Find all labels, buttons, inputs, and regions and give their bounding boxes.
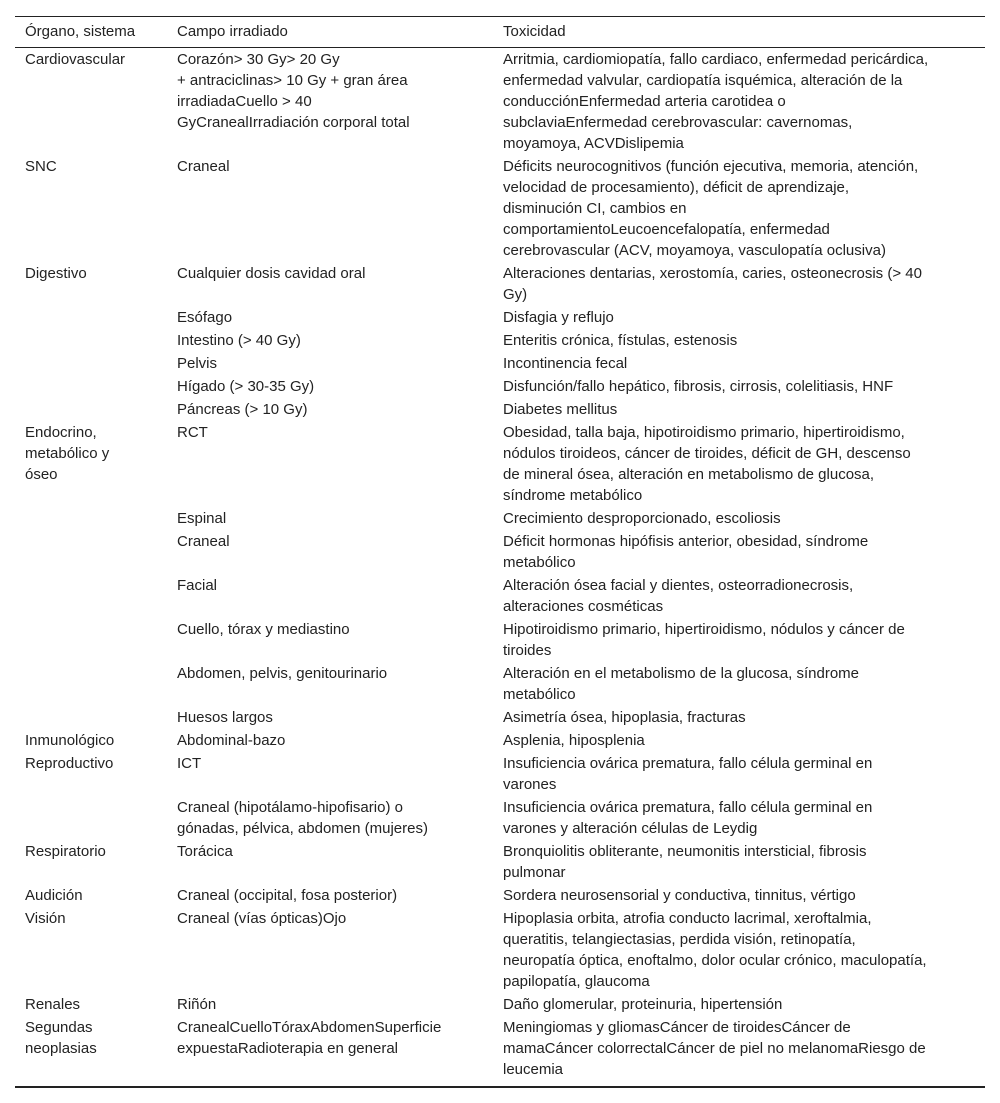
field-cell: Riñón	[177, 996, 217, 1013]
field-cell: Craneal (hipotálamo-hipofisario) o gónadas, pélvica, abdomen (mujeres)	[177, 799, 428, 837]
field-cell: Intestino (> 40 Gy)	[177, 332, 301, 349]
field-cell: Abdominal-bazo	[177, 732, 286, 749]
table-row	[15, 993, 985, 1016]
field-cell: RCT	[177, 424, 208, 441]
table-row	[15, 306, 985, 329]
organ-cell	[15, 507, 167, 530]
table-row	[15, 398, 985, 421]
toxicity-cell: Arritmia, cardiomiopatía, fallo cardiaco, enfermedad pericárdica, enfermedad valvular, cardiopatía isquémica, alteración de la conducciónEnfermedad arteria carotidea o subclaviaEnfermedad cerebrovascular: cavernomas, moyamoya, ACVDislipemia	[503, 51, 929, 152]
table-row	[15, 530, 985, 574]
field-cell: Craneal	[177, 158, 230, 175]
organ-cell: Segundas neoplasias	[25, 1019, 97, 1057]
organ-cell: Visión	[25, 910, 66, 927]
organ-cell	[15, 530, 167, 574]
organ-cell: Audición	[25, 887, 83, 904]
field-cell: Craneal (vías ópticas)Ojo	[177, 910, 347, 927]
toxicity-cell: Asimetría ósea, hipoplasia, fracturas	[503, 709, 746, 726]
header-organ: Órgano, sistema	[25, 23, 136, 40]
field-cell: Corazón> 30 Gy> 20 Gy + antraciclinas> 10 Gy + gran área irradiadaCuello > 40 GyCranealIrradiación corporal total	[177, 51, 410, 131]
table-row	[15, 662, 985, 706]
radiotherapy-toxicity-table	[15, 16, 985, 1088]
organ-cell	[15, 618, 167, 662]
table-row	[15, 618, 985, 662]
field-cell: Espinal	[177, 510, 227, 527]
toxicity-cell: Bronquiolitis obliterante, neumonitis intersticial, fibrosis pulmonar	[503, 843, 867, 881]
field-cell: Hígado (> 30-35 Gy)	[177, 378, 315, 395]
table-row	[15, 48, 985, 156]
table-row	[15, 352, 985, 375]
field-cell: Abdomen, pelvis, genitourinario	[177, 665, 388, 682]
field-cell: CranealCuelloTóraxAbdomenSuperficie expuestaRadioterapia en general	[177, 1019, 442, 1057]
table-row	[15, 729, 985, 752]
table-row	[15, 155, 985, 262]
table-body	[15, 48, 985, 1088]
table-row	[15, 796, 985, 840]
toxicity-cell: Disfagia y reflujo	[503, 309, 614, 326]
organ-cell	[15, 706, 167, 729]
toxicity-cell: Enteritis crónica, fístulas, estenosis	[503, 332, 738, 349]
table-row	[15, 421, 985, 507]
organ-cell	[15, 352, 167, 375]
toxicity-cell: Hipotiroidismo primario, hipertiroidismo, nódulos y cáncer de tiroides	[503, 621, 905, 659]
field-cell: Craneal (occipital, fosa posterior)	[177, 887, 398, 904]
toxicity-cell: Disfunción/fallo hepático, fibrosis, cirrosis, colelitiasis, HNF	[503, 378, 894, 395]
toxicity-cell: Alteración en el metabolismo de la glucosa, síndrome metabólico	[503, 665, 860, 703]
toxicity-cell: Insuficiencia ovárica prematura, fallo célula germinal en varones y alteración células de Leydig	[503, 799, 873, 837]
table-row	[15, 375, 985, 398]
organ-cell	[15, 398, 167, 421]
field-cell: Páncreas (> 10 Gy)	[177, 401, 308, 418]
organ-cell: Cardiovascular	[25, 51, 126, 68]
toxicity-cell: Meningiomas y gliomasCáncer de tiroidesCáncer de mamaCáncer colorrectalCáncer de piel no melanomaRiesgo de leucemia	[503, 1019, 926, 1078]
toxicity-cell: Alteraciones dentarias, xerostomía, caries, osteonecrosis (> 40 Gy)	[503, 265, 922, 303]
toxicity-cell: Asplenia, hiposplenia	[503, 732, 645, 749]
toxicity-cell: Obesidad, talla baja, hipotiroidismo primario, hipertiroidismo, nódulos tiroideos, cáncer de tiroides, déficit de GH, descenso de mineral ósea, alteración en metabolismo de glucosa, síndrome metabólico	[503, 424, 911, 504]
organ-cell	[15, 574, 167, 618]
table-row	[15, 574, 985, 618]
organ-cell	[15, 375, 167, 398]
field-cell: Pelvis	[177, 355, 218, 372]
header-field: Campo irradiado	[177, 23, 288, 40]
table-row	[15, 907, 985, 993]
toxicity-cell: Déficits neurocognitivos (función ejecutiva, memoria, atención, velocidad de procesamiento), déficit de aprendizaje, disminución CI, cambios en comportamientoLeucoencefalopatía, enfermedad cerebrovascular (ACV, moyamoya, vasculopatía oclusiva)	[503, 158, 919, 259]
toxicity-cell: Hipoplasia orbita, atrofia conducto lacrimal, xeroftalmia, queratitis, telangiectasias, perdida visión, retinopatía, neuropatía óptica, enoftalmo, dolor ocular crónico, maculopatía, papilopatía, glaucoma	[503, 910, 927, 990]
field-cell: Cualquier dosis cavidad oral	[177, 265, 366, 282]
field-cell: Esófago	[177, 309, 233, 326]
table-header	[15, 17, 985, 48]
table-row	[15, 262, 985, 306]
field-cell: Facial	[177, 577, 218, 594]
toxicity-cell: Sordera neurosensorial y conductiva, tinnitus, vértigo	[503, 887, 856, 904]
field-cell: Craneal	[177, 533, 230, 550]
organ-cell: Renales	[25, 996, 81, 1013]
toxicity-cell: Incontinencia fecal	[503, 355, 628, 372]
organ-cell: SNC	[25, 158, 57, 175]
table-row	[15, 884, 985, 907]
organ-cell: Inmunológico	[25, 732, 115, 749]
toxicity-cell: Daño glomerular, proteinuria, hipertensión	[503, 996, 783, 1013]
organ-cell	[15, 329, 167, 352]
field-cell: Huesos largos	[177, 709, 273, 726]
field-cell: Cuello, tórax y mediastino	[177, 621, 350, 638]
organ-cell: Reproductivo	[25, 755, 114, 772]
organ-cell: Endocrino, metabólico y óseo	[25, 424, 110, 483]
organ-cell	[15, 796, 167, 840]
toxicity-cell: Crecimiento desproporcionado, escoliosis	[503, 510, 781, 527]
organ-cell	[15, 662, 167, 706]
field-cell: Torácica	[177, 843, 233, 860]
toxicity-cell: Alteración ósea facial y dientes, osteorradionecrosis, alteraciones cosméticas	[503, 577, 854, 615]
organ-cell: Digestivo	[25, 265, 87, 282]
toxicity-cell: Insuficiencia ovárica prematura, fallo célula germinal en varones	[503, 755, 873, 793]
table-row	[15, 840, 985, 884]
table-row	[15, 1016, 985, 1087]
header-row	[15, 17, 985, 48]
toxicity-cell: Déficit hormonas hipófisis anterior, obesidad, síndrome metabólico	[503, 533, 869, 571]
field-cell: ICT	[177, 755, 202, 772]
toxicity-cell: Diabetes mellitus	[503, 401, 618, 418]
table-row	[15, 752, 985, 796]
table-row	[15, 329, 985, 352]
organ-cell: Respiratorio	[25, 843, 106, 860]
table-row	[15, 706, 985, 729]
header-toxicity: Toxicidad	[503, 23, 566, 40]
organ-cell	[15, 306, 167, 329]
table-row	[15, 507, 985, 530]
